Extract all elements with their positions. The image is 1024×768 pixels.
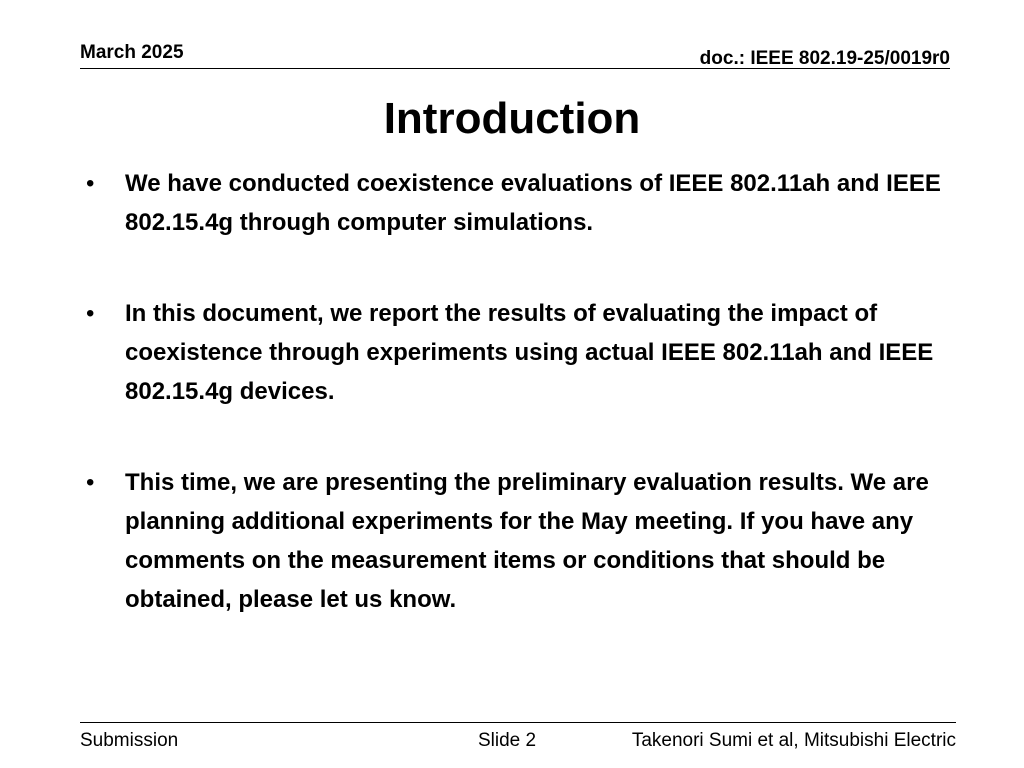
- header-doc-id: doc.: IEEE 802.19-25/0019r0: [699, 48, 950, 69]
- slide-title: Introduction: [383, 94, 641, 143]
- bullet-item: [86, 164, 946, 242]
- bullet-dot: •: [86, 170, 95, 197]
- footer-slide-number: Slide 2: [478, 730, 537, 751]
- bullet-text: In this document, we report the results of evaluating the impact of coexistence through experiments using actual IEEE 802.11ah and IEEE 802.15.4g devices.: [125, 300, 934, 405]
- bullet-dot: •: [86, 469, 95, 496]
- bullet-text: This time, we are presenting the preliminary evaluation results. We are planning additional experiments for the May meeting. If you have any comments on the measurement items or conditions that should be obtained, please let us know.: [125, 469, 929, 613]
- header-date: March 2025: [80, 42, 184, 63]
- footer-author: Takenori Sumi et al, Mitsubishi Electric: [631, 730, 956, 751]
- bullet-item: [86, 294, 946, 411]
- bullet-item: [86, 463, 946, 619]
- bullet-list: [86, 164, 946, 619]
- header-rule: [80, 68, 950, 69]
- footer-submission: Submission: [80, 730, 179, 751]
- footer-rule: [80, 722, 956, 723]
- bullet-dot: •: [86, 300, 95, 327]
- bullet-text: We have conducted coexistence evaluations of IEEE 802.11ah and IEEE 802.15.4g through computer simulations.: [125, 170, 941, 236]
